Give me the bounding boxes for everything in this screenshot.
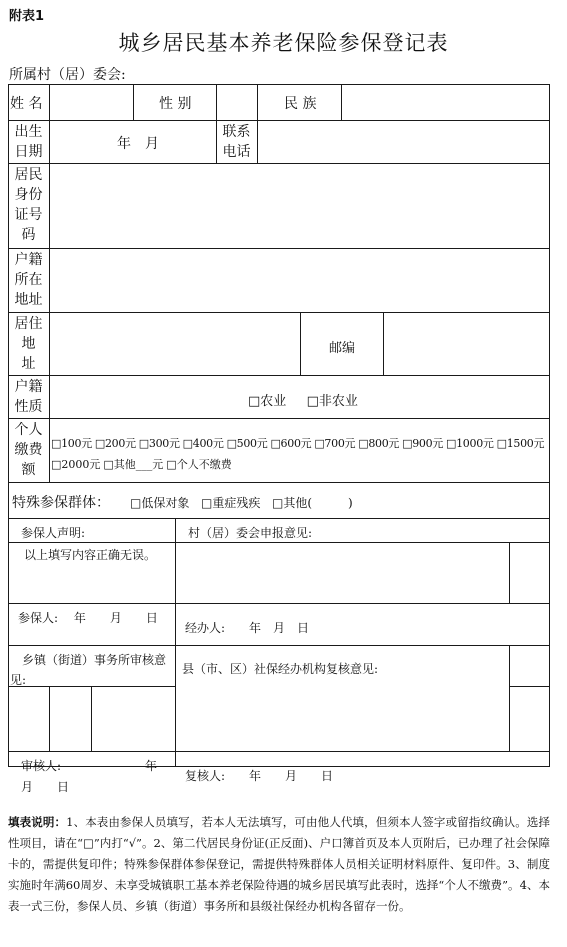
checkbox-agricultural[interactable]: □农业 [248,394,287,409]
rule [49,84,50,482]
rule [49,686,50,751]
id-label-line: 居民 [14,167,43,183]
rule [8,248,550,249]
residence-line: 地 [21,336,36,352]
rule [8,120,550,121]
phone-label [218,122,255,162]
residence-label [10,314,47,374]
pay-option[interactable]: □1000元 [446,437,494,450]
handler-signature: 经办人: 年 月 日 [185,621,310,635]
rule [8,603,550,604]
pay-option[interactable]: □1500元 [496,437,545,450]
residence-line: 址 [21,356,36,372]
county-review-label: 县（市、区）社保经办机构复核意见: [182,662,379,676]
reviewer-signature-line2: 月 日 [21,780,70,794]
rule [8,751,550,752]
registration-form [8,84,550,794]
rule [509,542,510,603]
hukou-addr-line: 所在 [14,272,43,288]
rule [216,84,217,163]
insured-signature: 参保人: 年 月 日 [18,611,158,625]
payment-options-row1 [51,435,544,451]
ethnicity-label: 民 族 [284,96,317,112]
rule [257,84,258,163]
special-group-options [130,494,353,511]
checkbox-low-income[interactable]: □低保对象 [130,496,190,510]
hukou-address-label [10,250,47,310]
residence-line: 居住 [14,316,43,332]
rechecker-signature: 复核人: 年 月 日 [185,769,334,783]
rule [8,518,550,519]
pay-option[interactable]: □2000元 [51,458,101,471]
pay-option[interactable]: □500元 [226,437,268,450]
id-label-line: 身份 [14,187,43,203]
rule [133,84,134,120]
birth-date-label [10,122,47,162]
checkbox-non-agricultural[interactable]: □非农业 [306,394,358,409]
pay-label-line: 个人 [14,422,43,438]
pay-option[interactable]: □600元 [270,437,312,450]
hukou-type-line: 户籍 [14,379,43,395]
pay-option[interactable]: □800元 [358,437,400,450]
phone-label-line: 联系 [222,124,251,140]
payment-amount-label [10,420,47,480]
pay-option[interactable]: □其他___元 [103,458,164,471]
gender-label: 性 别 [159,96,192,112]
birth-year-month: 年 月 [117,136,159,152]
rule [8,84,9,767]
phone-label-line: 电话 [222,144,251,160]
rule [549,84,550,767]
pay-option[interactable]: □200元 [94,437,136,450]
rule [175,518,176,767]
payment-options-row2 [51,456,235,472]
village-opinion-label: 村（居）委会申报意见: [188,526,313,540]
birth-label-line: 出生 [14,124,43,140]
id-label-line: 证号 [14,207,43,223]
hukou-type-options [248,390,358,409]
village-committee-label: 所属村（居）委会: [9,67,126,83]
checkbox-severe-disability[interactable]: □重症残疾 [201,496,261,510]
pay-label-line: 缴费 [14,442,43,458]
rule [509,686,550,687]
reviewer-signature-line1: 审核人: 年 [21,759,158,773]
declaration-label: 参保人声明: [21,526,86,540]
declaration-text: 以上填写内容正确无误。 [24,548,157,562]
rule [8,163,550,164]
pay-option[interactable]: □400元 [182,437,224,450]
appendix-label: 附表1 [9,9,45,24]
birth-label-line: 日期 [14,144,43,160]
notes-text: 1、本表由参保人员填写，若本人无法填写，可由他人代填，但须本人签字或留指纹确认。选择性项目，请在“□”内打“√”。2、第二代居民身份证(正反面)、户口簿首页及本人页附后，已办理了社会保障卡的，需提供复印件；特殊参保群体参保登记，需提供特殊群体人员相关证明材料原件、复印件。3、制度实施时年满60周岁、未享受城镇职工基本养老保险待遇的城乡居民填写此表时，选择“个人不缴费”。4、本表一式三份，参保人员、乡镇（街道）事务所和县级社保经办机构各留存一份。 [8,815,551,913]
rule [8,542,550,543]
pay-option[interactable]: □个人不缴费 [166,458,232,471]
rule [8,375,550,376]
hukou-type-label [10,377,47,417]
rule [341,84,342,120]
pay-option[interactable]: □700元 [314,437,356,450]
pay-option[interactable]: □900元 [402,437,444,450]
postcode-label: 邮编 [329,341,356,356]
rule [8,84,550,85]
pay-option[interactable]: □100元 [51,437,92,450]
rule [8,312,550,313]
rule [300,312,301,375]
pay-option[interactable]: □300元 [138,437,180,450]
rule [8,482,550,483]
hukou-addr-line: 户籍 [14,252,43,268]
rule [8,418,550,419]
checkbox-other-group[interactable]: □其他( ) [272,496,353,510]
id-number-label [10,165,47,245]
filling-instructions [8,812,550,917]
town-review-label: 乡镇（街道）事务所审核意见: [10,653,167,687]
notes-label: 填表说明： [8,815,67,829]
name-label: 姓 名 [10,96,43,112]
special-group-label: 特殊参保群体： [12,495,110,511]
id-label-line: 码 [21,227,36,243]
rule [91,686,92,751]
rule [509,645,510,751]
hukou-type-line: 性质 [14,399,43,415]
pay-label-line: 额 [21,462,36,478]
rule [383,312,384,375]
rule [8,645,550,646]
form-title: 城乡居民基本养老保险参保登记表 [118,31,449,55]
hukou-addr-line: 地址 [14,292,43,308]
